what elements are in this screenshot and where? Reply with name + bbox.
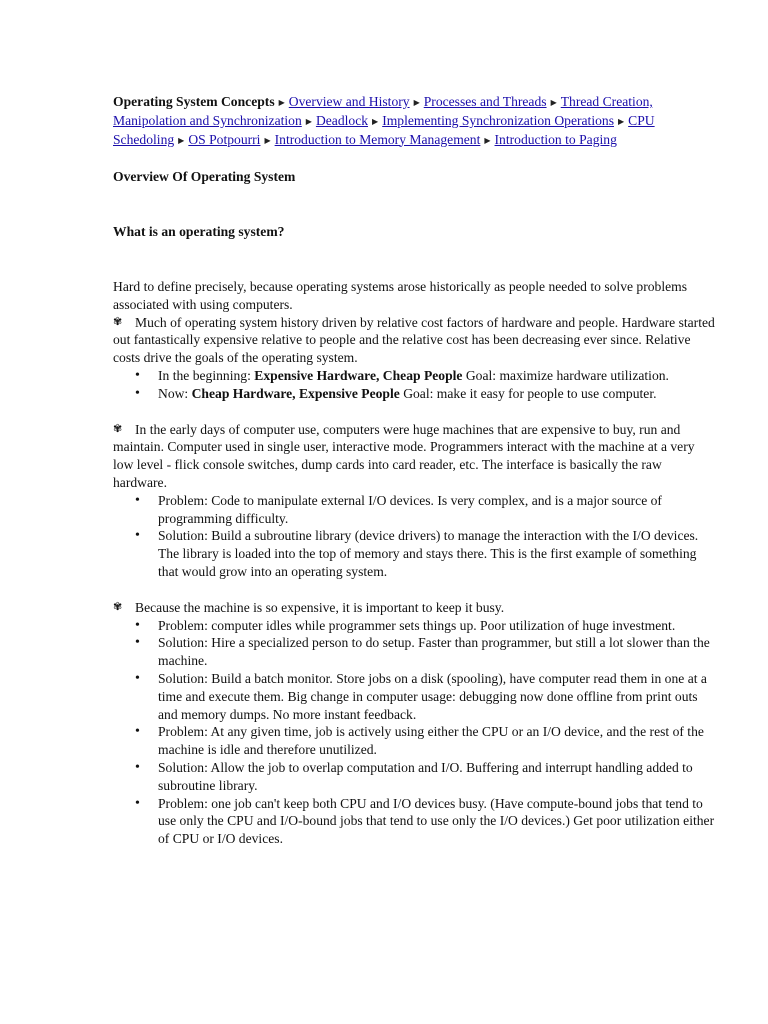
list-item-text: Now: [158,385,192,401]
section-paragraph [113,421,718,492]
bullet-list [113,617,718,848]
list-item: • Solution: Allow the job to overlap computation and I/O. Buffering and interrupt handling added to subroutine library. [158,759,718,795]
triangle-right-icon: ▶ [264,135,271,145]
list-item-emphasis: Expensive Hardware, Cheap People [254,367,463,383]
triangle-right-icon: ▶ [278,98,285,107]
triangle-right-icon: ▶ [550,98,557,107]
document-page [113,93,718,848]
list-item: • Problem: At any given time, job is actively using either the CPU or an I/O device, and the rest of the machine is idle and therefore unutilized. [158,723,718,759]
list-item: • Solution: Build a batch monitor. Store jobs on a disk (spooling), have computer read them in one at a time and execute them. Big change in computer usage: debugging now done offline from print outs and memory dumps. No more instant feedback. [158,670,718,723]
bullet-list [113,492,718,581]
triangle-right-icon: ▶ [305,116,312,126]
list-item-text: Goal: make it easy for people to use computer. [399,385,657,401]
breadcrumb-link-os-potpourri[interactable]: OS Potpourri [188,131,261,147]
star-bullet-icon: ✾ [113,315,123,328]
page-title: Overview Of Operating System [113,169,296,185]
breadcrumb-link-memory-management[interactable]: Introduction to Memory Management [274,131,481,147]
section-heading: What is an operating system? [113,224,285,240]
breadcrumb-link-thread-creation[interactable]: Thread Creation, Manipolation and Synchronization [113,94,653,128]
breadcrumb-link-overview[interactable]: Overview and History [288,94,410,109]
breadcrumb-link-cpu-scheduling[interactable]: CPU Schedoling [113,112,655,147]
section-paragraph [113,314,718,367]
list-item [158,385,718,403]
breadcrumb-link-sync-ops[interactable]: Implementing Synchronization Operations [382,112,614,128]
breadcrumb [113,93,718,149]
list-item: • Problem: Code to manipulate external I/O devices. Is very complex, and is a major source of programming difficulty. [158,492,718,528]
list-item [158,367,718,385]
star-bullet-icon: ✾ [113,422,123,435]
breadcrumb-link-paging[interactable]: Introduction to Paging [494,131,617,147]
list-item: • Problem: one job can't keep both CPU and I/O devices busy. (Have compute-bound jobs that tend to use only the CPU and I/O-bound jobs that tend to use only the I/O devices.) Get poor utilization either of CPU or I/O devices. [158,795,718,848]
list-item: • Solution: Hire a specialized person to do setup. Faster than programmer, but still a lot slower than the machine. [158,634,718,670]
paragraph-text: Because the machine is so expensive, it is important to keep it busy. [135,599,505,615]
spacer [113,403,718,421]
star-bullet-icon: ✾ [113,600,123,613]
list-item: • Solution: Build a subroutine library (device drivers) to manage the interaction with the I/O devices. The library is loaded into the top of memory and stays there. This is the first example of something that would grow into an operating system. [158,527,718,580]
section-paragraph [113,599,718,617]
triangle-right-icon: ▶ [413,98,420,107]
list-item: • Problem: computer idles while programmer sets things up. Poor utilization of huge investment. [158,617,718,635]
breadcrumb-root: Operating System Concepts [113,94,275,109]
list-item-text: In the beginning: [158,367,255,383]
list-item-text: Goal: maximize hardware utilization. [462,367,669,383]
bullet-list [113,367,718,403]
intro-paragraph: Hard to define precisely, because operating systems arose historically as people needed to solve problems associated with using computers. [113,278,688,312]
spacer [113,581,718,599]
triangle-right-icon: ▶ [372,116,379,126]
triangle-right-icon: ▶ [618,116,625,126]
breadcrumb-link-deadlock[interactable]: Deadlock [315,112,369,128]
paragraph-text: In the early days of computer use, computers were huge machines that are expensive to buy, run and maintain. Computer used in single user, interactive mode. Programmers interact with the machine at a very low level - flick console switches, dump cards into card reader, etc. The interface is basically the raw hardware. [113,421,695,490]
paragraph-text: Much of operating system history driven by relative cost factors of hardware and people. Hardware started out fantastically expensive relative to people and the relative cost has been decreasing ever since. Relative costs drive the goals of the operating system. [113,314,715,366]
list-item-emphasis: Cheap Hardware, Expensive People [191,385,400,401]
triangle-right-icon: ▶ [484,135,491,145]
breadcrumb-link-processes[interactable]: Processes and Threads [423,94,547,109]
triangle-right-icon: ▶ [178,135,185,145]
